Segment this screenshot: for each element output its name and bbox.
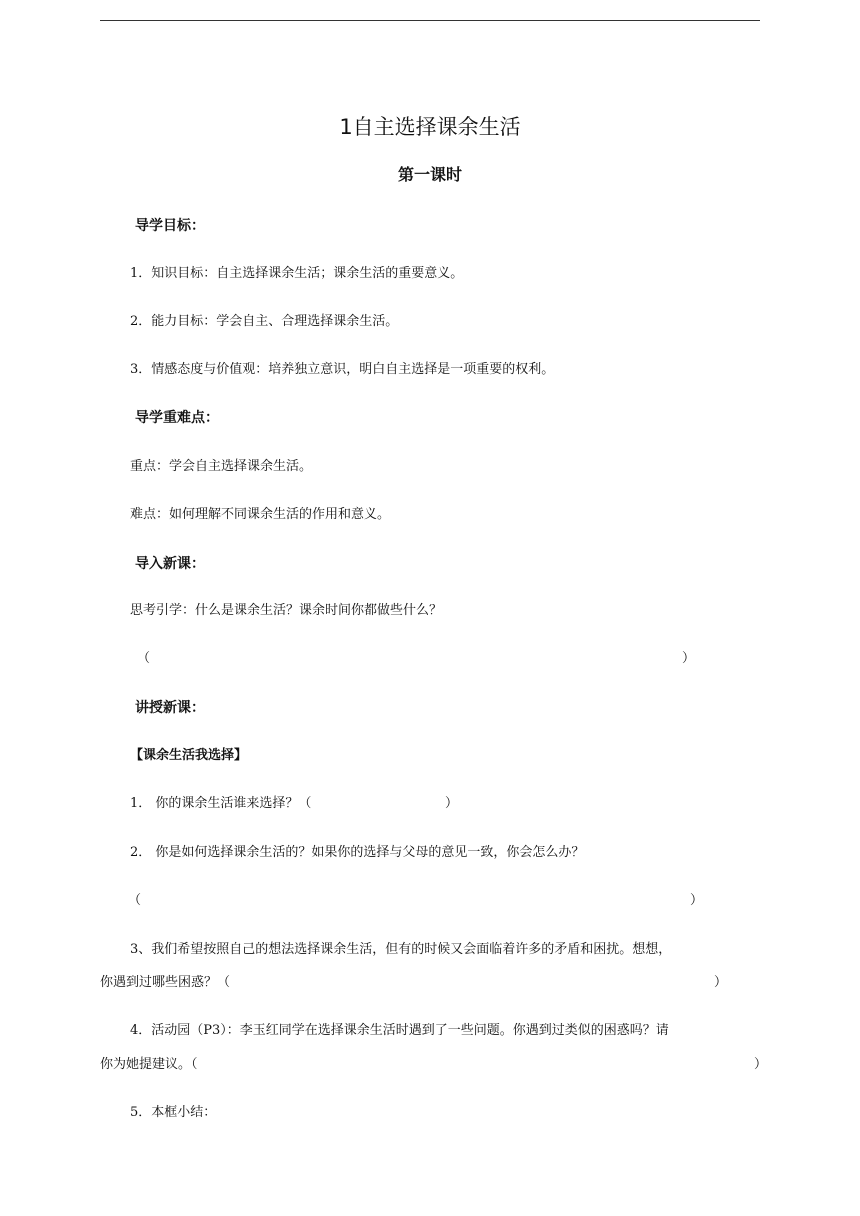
goal-item-attitude: 3．情感态度与价值观：培养独立意识，明白自主选择是一项重要的权利。 [130,362,555,377]
goal-item-ability: 2．能力目标：学会自主、合理选择课余生活。 [130,314,399,329]
intro-question: 思考引学：什么是课余生活？课余时间你都做些什么？ [130,603,443,618]
question-3-close-paren: ） [714,975,728,990]
question-4-close-paren: ） [754,1057,768,1072]
section-title: 【课余生活我选择】 [130,748,248,763]
goal-item-knowledge: 1．知识目标：自主选择课余生活；课余生活的重要意义。 [130,266,464,281]
question-4-line1: 4．活动园（P3）：李玉红同学在选择课余生活时遇到了一些问题。你遇到过类似的困惑吗？请 [130,1023,669,1038]
key-points-heading: 导学重难点： [135,410,219,426]
goals-heading: 导学目标： [135,218,205,234]
question-3-line1: 3、我们希望按照自己的想法选择课余生活，但有的时候又会面临着许多的矛盾和困扰。想想， [130,942,672,957]
intro-answer-close-paren: ） [682,651,696,666]
question-3-line2: 你遇到过哪些困惑？（ [100,975,231,990]
question-1-text: 1． 你的课余生活谁来选择？（ [130,796,312,811]
focus-point: 重点：学会自主选择课余生活。 [130,459,313,474]
intro-heading: 导入新课： [135,556,205,572]
question-2-close-paren: ） [690,893,704,908]
question-2-text: 2． 你是如何选择课余生活的？如果你的选择与父母的意见一致，你会怎么办？ [130,845,585,860]
question-5-summary: 5．本框小结： [130,1105,217,1120]
lesson-subtitle: 第一课时 [397,165,462,184]
page-title: 1自主选择课余生活 [339,115,521,139]
lecture-heading: 讲授新课： [135,700,205,716]
header-rule [100,20,760,21]
intro-answer-open-paren: （ [137,651,151,666]
question-4-line2: 你为她提建议。（ [100,1057,198,1072]
question-1-close-paren: ） [445,796,459,811]
difficulty-point: 难点：如何理解不同课余生活的作用和意义。 [130,507,391,522]
question-2-open-paren: （ [128,893,142,908]
